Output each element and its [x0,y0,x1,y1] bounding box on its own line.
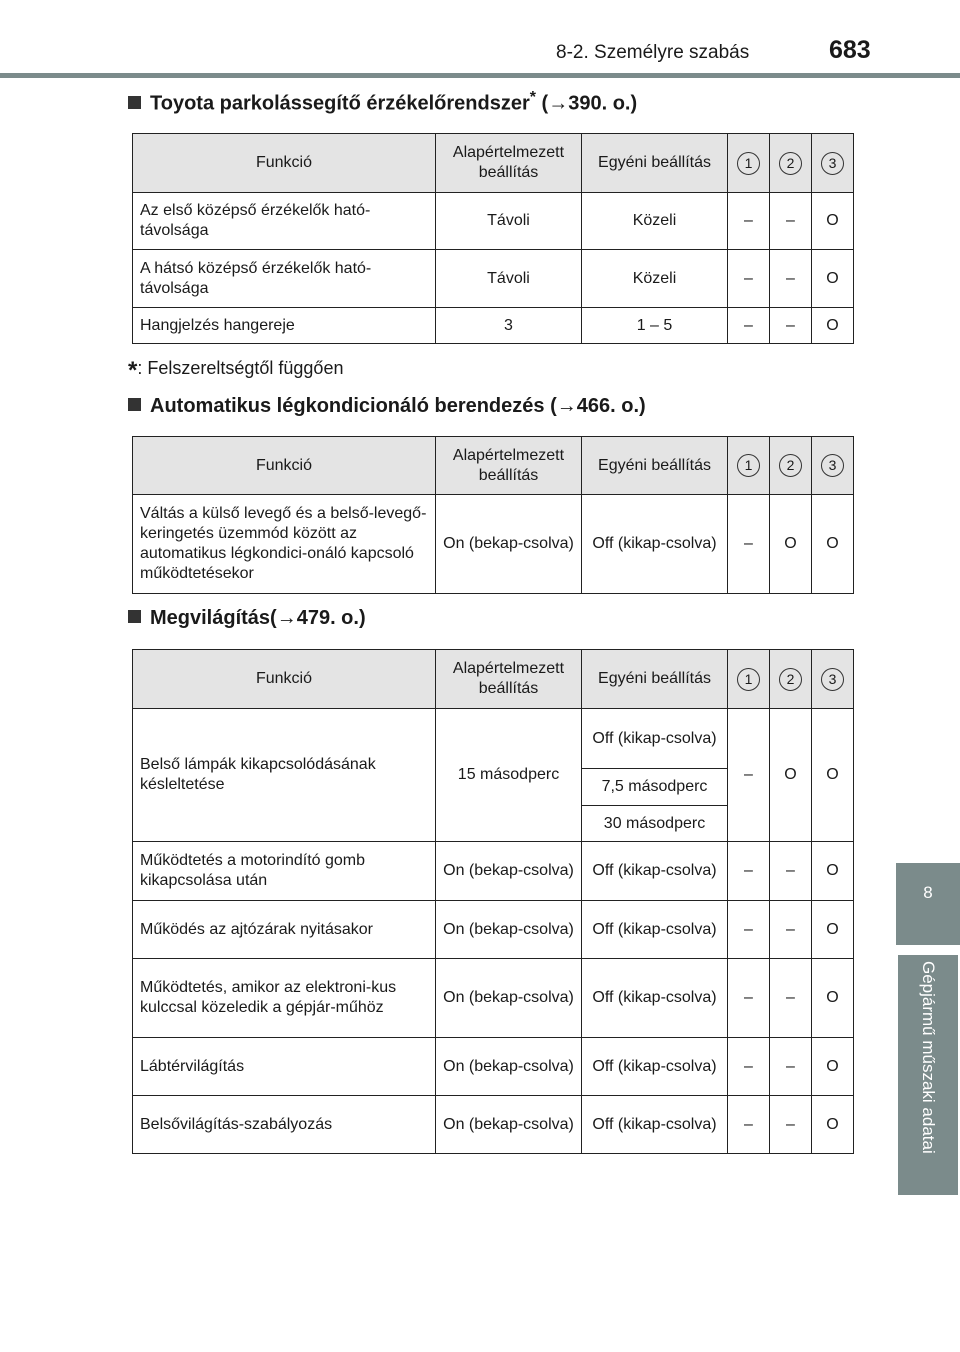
cell-default: On (bekap-csolva) [436,959,582,1038]
cell-mode-3: O [812,959,854,1038]
cell-mode-1: – [728,1096,770,1154]
section-title-text: Megvilágítás(→479. o.) [150,607,366,629]
header-mode-3 [812,437,854,495]
circled-1-icon: 1 [737,668,760,691]
header-custom: Egyéni beállítás [582,650,728,709]
cell-custom: Off (kikap-csolva) [582,959,728,1038]
cell-mode-2: – [770,1038,812,1096]
cell-function: A hátsó középső érzékelők ható-távolsága [133,250,436,308]
cell-mode-2: O [770,495,812,594]
cell-custom: Off (kikap-csolva) [582,901,728,959]
cell-mode-3: O [812,193,854,250]
header-default: Alapértelmezett beállítás [436,437,582,495]
table-row [133,250,854,308]
header-mode-3 [812,134,854,193]
cell-default: 3 [436,308,582,344]
cell-custom: Off (kikap-csolva) [582,495,728,594]
section-title-lighting [128,607,366,630]
table-row [133,959,854,1038]
cell-custom: Off (kikap-csolva) [582,1038,728,1096]
footnote-text: : Felszereltségtől függően [137,358,344,378]
cell-function: Lábtérvilágítás [133,1038,436,1096]
cell-default: On (bekap-csolva) [436,495,582,594]
climate-table [132,436,854,594]
cell-mode-3: O [812,1038,854,1096]
cell-default: On (bekap-csolva) [436,1096,582,1154]
cell-mode-3: O [812,250,854,308]
cell-custom: 1 – 5 [582,308,728,344]
table-row [133,495,854,594]
header-mode-1 [728,650,770,709]
cell-function: Váltás a külső levegő és a belső-levegő-keringetés üzemmód között az automatikus légkondici-onáló kapcsoló működtetésekor [133,495,436,594]
cell-mode-1: – [728,308,770,344]
table-header-row [133,134,854,193]
section-title-climate [128,395,646,418]
header-mode-2 [770,134,812,193]
square-bullet-icon [128,610,141,623]
section-title-text: Toyota parkolássegítő érzékelőrendszer [150,92,530,115]
circled-2-icon: 2 [779,152,802,175]
cell-mode-1: – [728,250,770,308]
cell-function: Működés az ajtózárak nyitásakor [133,901,436,959]
footnote-asterisk: * [128,357,138,384]
asterisk-mark: * [529,89,536,106]
cell-mode-3: O [812,842,854,901]
cell-function: Az első középső érzékelők ható-távolsága [133,193,436,250]
header-custom: Egyéni beállítás [582,134,728,193]
table-row [133,308,854,344]
table-row [133,709,854,769]
header-mode-2 [770,650,812,709]
header-title: 8-2. Személyre szabás [556,42,750,63]
circled-3-icon: 3 [821,454,844,477]
cell-function: Működtetés a motorindító gomb kikapcsolása után [133,842,436,901]
cell-mode-2: – [770,193,812,250]
square-bullet-icon [128,398,141,411]
cell-mode-2: – [770,250,812,308]
circled-2-icon: 2 [779,454,802,477]
header-default: Alapértelmezett beállítás [436,650,582,709]
header-mode-2 [770,437,812,495]
circled-3-icon: 3 [821,152,844,175]
table-row [133,1038,854,1096]
section-title-text: Automatikus légkondicionáló berendezés (→466. o.) [150,395,646,417]
cell-mode-1: – [728,495,770,594]
chapter-tab[interactable]: 8 [896,863,960,945]
cell-mode-2: – [770,901,812,959]
cell-default: Távoli [436,250,582,308]
cell-custom: Off (kikap-csolva) [582,842,728,901]
cell-custom-option: 7,5 másodperc [582,769,728,806]
cell-custom: Közeli [582,250,728,308]
footnote [128,357,343,385]
section-title-parking [128,89,637,116]
header-default: Alapértelmezett beállítás [436,134,582,193]
cell-default: On (bekap-csolva) [436,1038,582,1096]
lighting-table [132,649,854,1154]
cell-mode-2: – [770,842,812,901]
cell-function: Hangjelzés hangereje [133,308,436,344]
cell-mode-3: O [812,308,854,344]
cell-mode-1: – [728,1038,770,1096]
cell-function: Működtetés, amikor az elektroni-kus kulccsal közeledik a gépjár-műhöz [133,959,436,1038]
circled-1-icon: 1 [737,152,760,175]
cell-mode-1: – [728,901,770,959]
cell-custom: Off (kikap-csolva) [582,1096,728,1154]
cell-mode-3: O [812,901,854,959]
cell-function: Belsővilágítás-szabályozás [133,1096,436,1154]
chapter-label: Gépjármű műszaki adatai [919,961,938,1154]
section-ref: (→390. o.) [536,92,638,115]
cell-mode-1: – [728,842,770,901]
cell-mode-2: – [770,1096,812,1154]
cell-default: 15 másodperc [436,709,582,842]
circled-2-icon: 2 [779,668,802,691]
table-row [133,842,854,901]
cell-mode-2: O [770,709,812,842]
table-row [133,901,854,959]
table-header-row [133,437,854,495]
cell-mode-3: O [812,495,854,594]
cell-default: On (bekap-csolva) [436,842,582,901]
cell-custom-option: Off (kikap-csolva) [582,709,728,769]
cell-function: Belső lámpák kikapcsolódásának késleltetése [133,709,436,842]
header-custom: Egyéni beállítás [582,437,728,495]
cell-mode-3: O [812,709,854,842]
cell-mode-2: – [770,959,812,1038]
page-number: 683 [829,36,871,64]
table-header-row [133,650,854,709]
cell-custom-option: 30 másodperc [582,806,728,842]
circled-1-icon: 1 [737,454,760,477]
header-mode-1 [728,134,770,193]
header-function: Funkció [133,134,436,193]
header-mode-3 [812,650,854,709]
cell-default: Távoli [436,193,582,250]
header-rule [0,73,960,78]
square-bullet-icon [128,96,141,109]
table-row [133,1096,854,1154]
table-row [133,193,854,250]
cell-mode-1: – [728,709,770,842]
cell-default: On (bekap-csolva) [436,901,582,959]
header-mode-1 [728,437,770,495]
cell-mode-2: – [770,308,812,344]
cell-custom: Közeli [582,193,728,250]
cell-mode-3: O [812,1096,854,1154]
parking-sensor-table [132,133,854,344]
header-function: Funkció [133,650,436,709]
header-function: Funkció [133,437,436,495]
circled-3-icon: 3 [821,668,844,691]
chapter-label-tab[interactable] [898,955,958,1195]
cell-mode-1: – [728,959,770,1038]
cell-mode-1: – [728,193,770,250]
